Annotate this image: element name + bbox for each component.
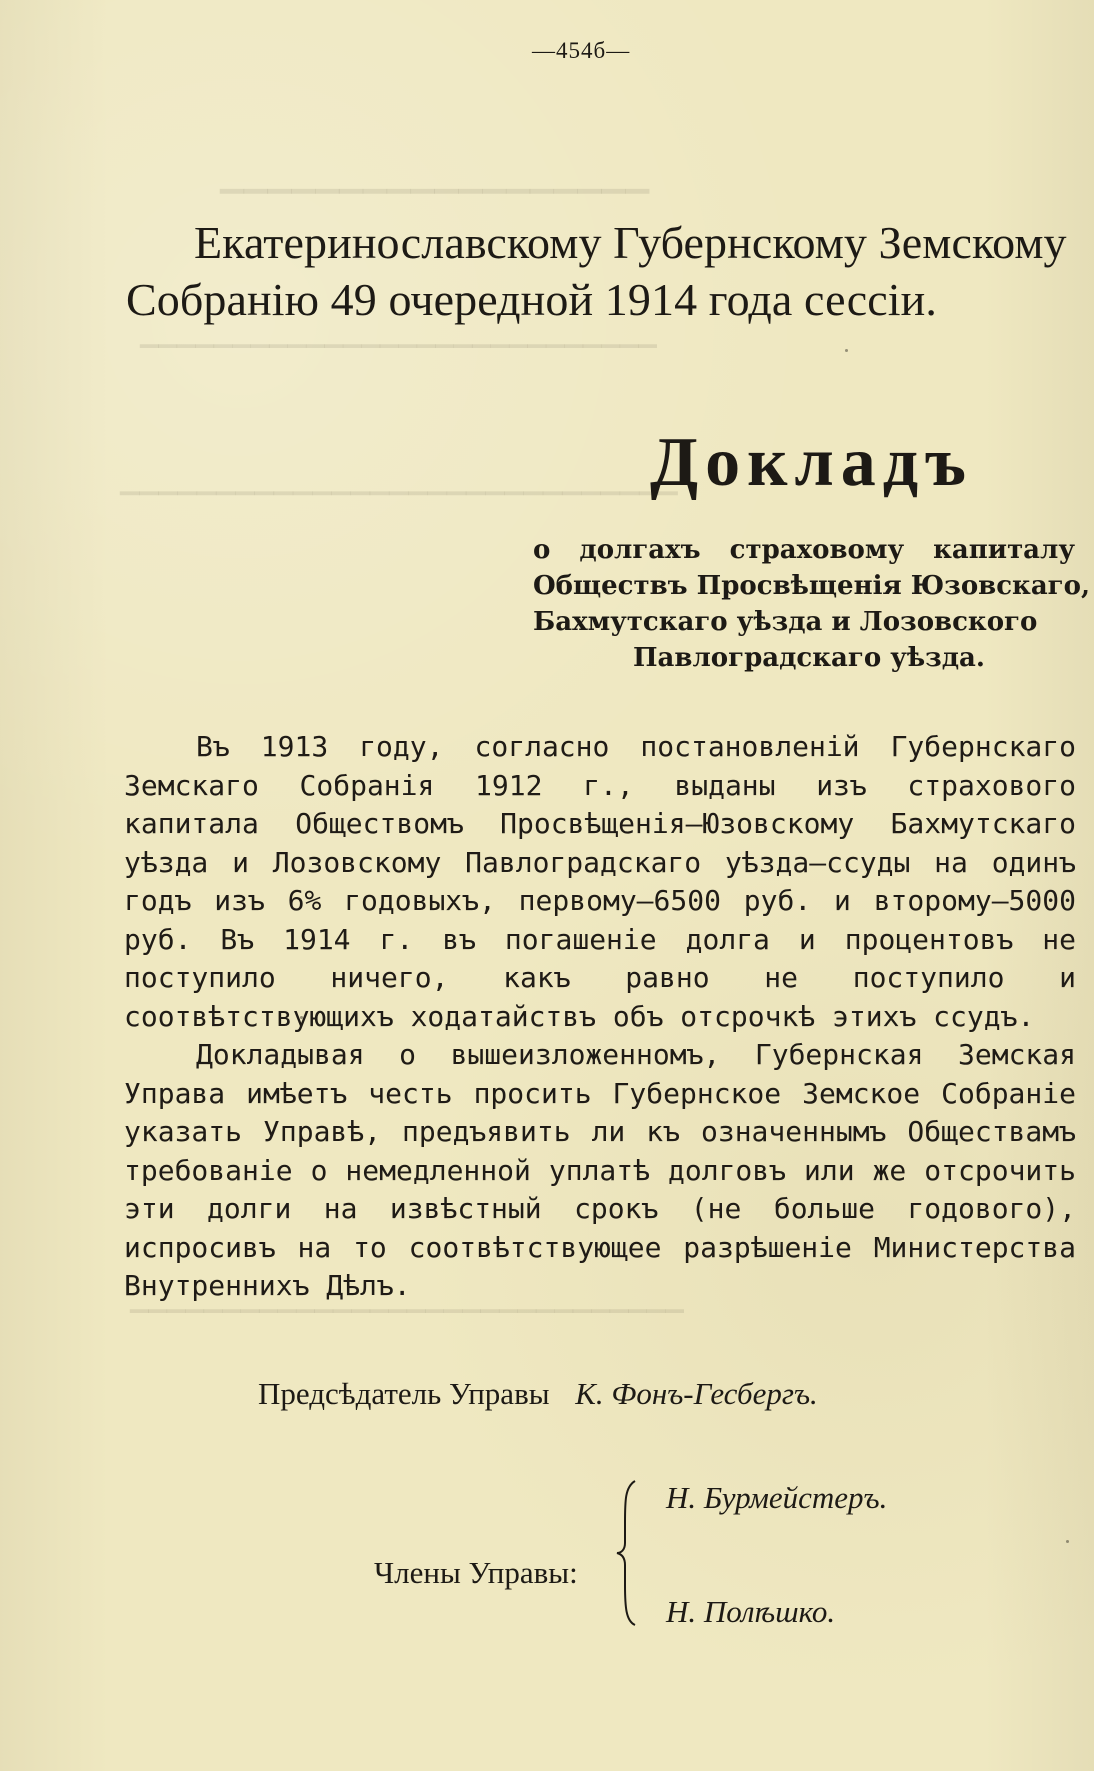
heading-line: Екатеринославскому Губернскому Земскому [194, 217, 1067, 268]
member-name: Н. Полѣшко. [666, 1594, 836, 1629]
document-title: Докладъ [650, 423, 973, 501]
members-brace [615, 1477, 641, 1629]
chairman-signature [258, 1374, 818, 1414]
chairman-label: Предсѣдатель Управы [258, 1376, 550, 1411]
paper-speck [300, 1016, 303, 1019]
page-number: —454б— [532, 38, 631, 63]
body-paragraph: Докладывая о вышеизложенномъ, Губернская Земская Управа имѣетъ честь просить Губернское Земское Собраніе указать Управѣ, предъявить ли къ означеннымъ Обществамъ требованіе о немедленной уплатѣ долговъ или же отсрочить эти долги на извѣстный срокъ (не больше годового), испросивъ на то соотвѣтствующее разрѣшеніе Министерства Внутреннихъ Дѣлъ. [124, 1038, 1076, 1302]
subtitle-word: страховому [729, 535, 905, 565]
paper-speck [1066, 1540, 1069, 1543]
chairman-name: К. Фонъ-Гесбергъ. [575, 1376, 818, 1411]
heading-line: Собранію 49 очередной 1914 года сессіи. [126, 274, 937, 325]
bleed-through-background: ▔▔▔▔▔▔▔▔▔▔▔▔▔▔▔▔▔▔▔▔▔▔▔▔▔▔▔▔▔ [120, 494, 678, 521]
bleed-through-background: ▔▔▔▔▔▔▔▔▔▔▔▔▔▔▔▔▔▔ [220, 190, 650, 225]
subtitle-line: Бахмутскаго уѣзда и Лозовского [533, 607, 1038, 637]
report-body [124, 728, 1076, 1306]
members-label: Члены Управы: [374, 1555, 578, 1590]
subtitle-word: капиталу [933, 535, 1075, 565]
bleed-through-background: ▔▔▔▔▔▔▔▔▔▔▔▔▔▔▔▔▔▔▔▔▔▔▔▔▔▔▔▔ [140, 347, 657, 373]
subtitle-word: долгахъ [579, 535, 701, 565]
body-paragraph: Въ 1913 году, согласно постановленій Губернскаго Земскаго Собранія 1912 г., выданы изъ страхового капитала Обществомъ Просвѣщенія—Юзовскому Бахмутскаго уѣзда и Лозовскому Павлоградскаго уѣзда—ссуды на одинъ годъ изъ 6% годовыхъ, первому—6500 руб. и второму—5000 руб. Въ 1914 г. въ погашеніе долга и процентовъ не поступило ничего, какъ равно не поступило и соотвѣтствующихъ ходатайствъ объ отсрочкѣ этихъ ссудъ. [124, 730, 1076, 1033]
subtitle-line: Обществъ Просвѣщенія Юзовскаго, [533, 571, 1091, 601]
assembly-heading [126, 214, 1086, 328]
member-name: Н. Бурмейстеръ. [666, 1480, 888, 1515]
subtitle-word: о [533, 535, 551, 565]
bleed-through-background: ▔▔▔▔▔▔▔▔▔▔▔▔▔▔▔▔▔▔▔▔▔▔▔▔▔▔▔▔▔▔ [130, 1312, 684, 1338]
report-subtitle [533, 532, 1091, 676]
subtitle-line: Павлоградскаго уѣзда. [633, 643, 985, 673]
subtitle-line [533, 532, 1075, 568]
paper-speck [845, 349, 848, 352]
